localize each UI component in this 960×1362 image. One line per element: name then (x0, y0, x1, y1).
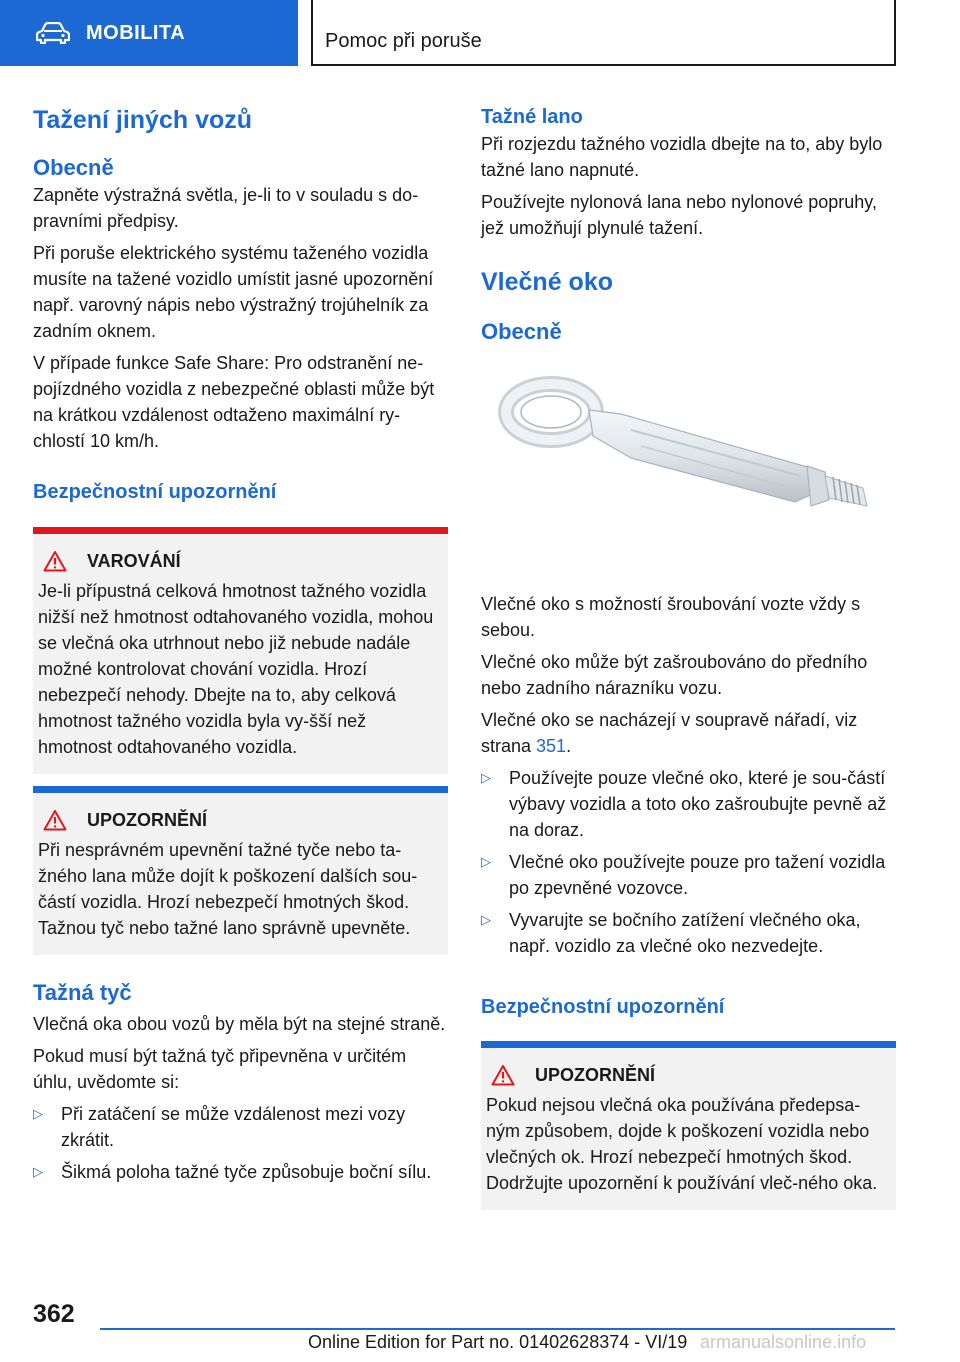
notice-text: Při nesprávném upevnění tažné tyče nebo ta-žného lana může dojít k poškození dalších sou-částí vozidla. Hrozí nebezpečí hmotných škod. Tažnou tyč nebo tažné lano správně upevněte. (38, 840, 418, 939)
heading-general-right: Obecně (481, 319, 562, 344)
tow-eye-illustration (481, 350, 896, 590)
bullet-triangle-icon: ▷ (481, 854, 491, 870)
right-column (481, 100, 896, 1210)
notice-header-right (481, 1064, 896, 1086)
heading-tow-eye: Vlečné oko (481, 268, 613, 296)
warning-box (33, 527, 448, 774)
section-tab (0, 0, 298, 66)
page-number: 362 (33, 1300, 75, 1328)
watermark: armanualsonline.info (700, 1332, 867, 1352)
list-item: ▷ Šikmá poloha tažné tyče způsobuje boční sílu. (33, 1159, 448, 1185)
warning-text: Je-li přípustná celková hmotnost tažného vozidla nižší než hmotnost odtahovaného vozidla, mohou se vlečná oka utrhnout nebo již nebude nadále možné kontrolovat chování vozidla. Hrozí nebezpečí nehody. Dbejte na to, aby celková hmotnost tažného vozidla byla vy-šší než hmotnost odtahovaného vozidla. (38, 581, 434, 758)
page-title: Pomoc při poruše (325, 30, 482, 52)
paragraph-angle: Pokud musí být tažná tyč připevněna v určitém úhlu, uvědomte si: (33, 1045, 407, 1092)
warning-title: VAROVÁNÍ (87, 550, 181, 571)
notice-triangle-icon (43, 809, 67, 831)
footer-edition: Online Edition for Part no. 01402628374 - VI/19 (308, 1332, 688, 1352)
list-item: ▷ Při zatáčení se může vzdálenost mezi vozy zkrátit. (33, 1101, 448, 1153)
notice-box-right (481, 1041, 896, 1210)
thread (825, 476, 867, 506)
bullet-triangle-icon: ▷ (33, 1105, 43, 1121)
tow-bar-bullets (33, 1101, 448, 1185)
paragraph-screw-in: Vlečné oko může být zašroubováno do předního nebo zadního nárazníku vozu. (481, 652, 868, 699)
notice-title-right: UPOZORNĚNÍ (535, 1064, 656, 1085)
notice-text-right: Pokud nejsou vlečná oka používána předepsa-ným způsobem, dojde k poškození vozidla nebo vlečných ok. Hrozí nebezpečí hmotných škod. Dodržujte upozornění k používání vleč-ného oka. (486, 1095, 878, 1194)
footer-rule (100, 1328, 895, 1330)
section-label: MOBILITA (86, 21, 186, 44)
warning-triangle-icon (43, 550, 67, 572)
list-item: ▷ Používejte pouze vlečné oko, které je sou-částí výbavy vozidla a toto oko zašroubujte pevně až na doraz. (481, 765, 896, 843)
left-column (33, 100, 448, 1185)
list-item: ▷ Vyvarujte se bočního zatížení vlečného oka, např. vozidlo za vlečné oko nezvedejte. (481, 907, 896, 959)
list-item: ▷ Vlečné oko používejte pouze pro tažení vozidla po zpevněné vozovce. (481, 849, 896, 901)
bullet-triangle-icon: ▷ (481, 770, 491, 786)
paragraph-rope-taut: Při rozjezdu tažného vozidla dbejte na to, aby bylo tažné lano napnuté. (481, 134, 883, 180)
heading-tow-rope: Tažné lano (481, 106, 583, 128)
bullet-triangle-icon: ▷ (33, 1163, 43, 1179)
heading-general: Obecně (33, 155, 114, 180)
heading-safety-right: Bezpečnostní upozornění (481, 996, 725, 1019)
car-icon (36, 22, 70, 44)
notice-header (33, 809, 448, 831)
warning-header (33, 550, 448, 572)
paragraph-carry-eye: Vlečné oko s možností šroubování vozte vždy s sebou. (481, 594, 861, 641)
paragraph-nylon: Používejte nylonová lana nebo nylonové popruhy, jež umožňují plynulé tažení. (481, 192, 877, 238)
paragraph-electrical-fault: Při poruše elektrického systému taženého vozidla musíte na tažené vozidlo umístit jasné upozornění např. varovný nápis nebo výstražný trojúhelník za zadním oknem. (33, 243, 434, 342)
notice-title: UPOZORNĚNÍ (87, 809, 208, 830)
heading-safety: Bezpečnostní upozornění (33, 481, 277, 504)
notice-box (33, 786, 448, 955)
paragraph-toolkit: Vlečné oko se nacházejí v soupravě nářadí, viz strana 351. (481, 710, 858, 757)
tow-eye-bullets (481, 765, 896, 959)
page-reference-link[interactable]: 351 (536, 736, 567, 757)
notice-triangle-icon (491, 1064, 515, 1086)
bullet-triangle-icon: ▷ (481, 912, 491, 928)
paragraph-same-side: Vlečná oka obou vozů by měla být na stejné straně. (33, 1013, 446, 1034)
heading-tow-bar: Tažná tyč (33, 980, 132, 1006)
paragraph-hazard-lights: Zapněte výstražná světla, je-li to v souladu s do-pravními předpisy. (33, 185, 419, 232)
paragraph-safe-share: V případe funkce Safe Share: Pro odstranění ne-pojízdného vozidla z nebezpečné oblasti může být na krátkou vzdálenost odtaženo maximální ry-chlostí 10 km/h. (33, 353, 435, 452)
heading-towing-other: Tažení jiných vozů (33, 106, 253, 134)
